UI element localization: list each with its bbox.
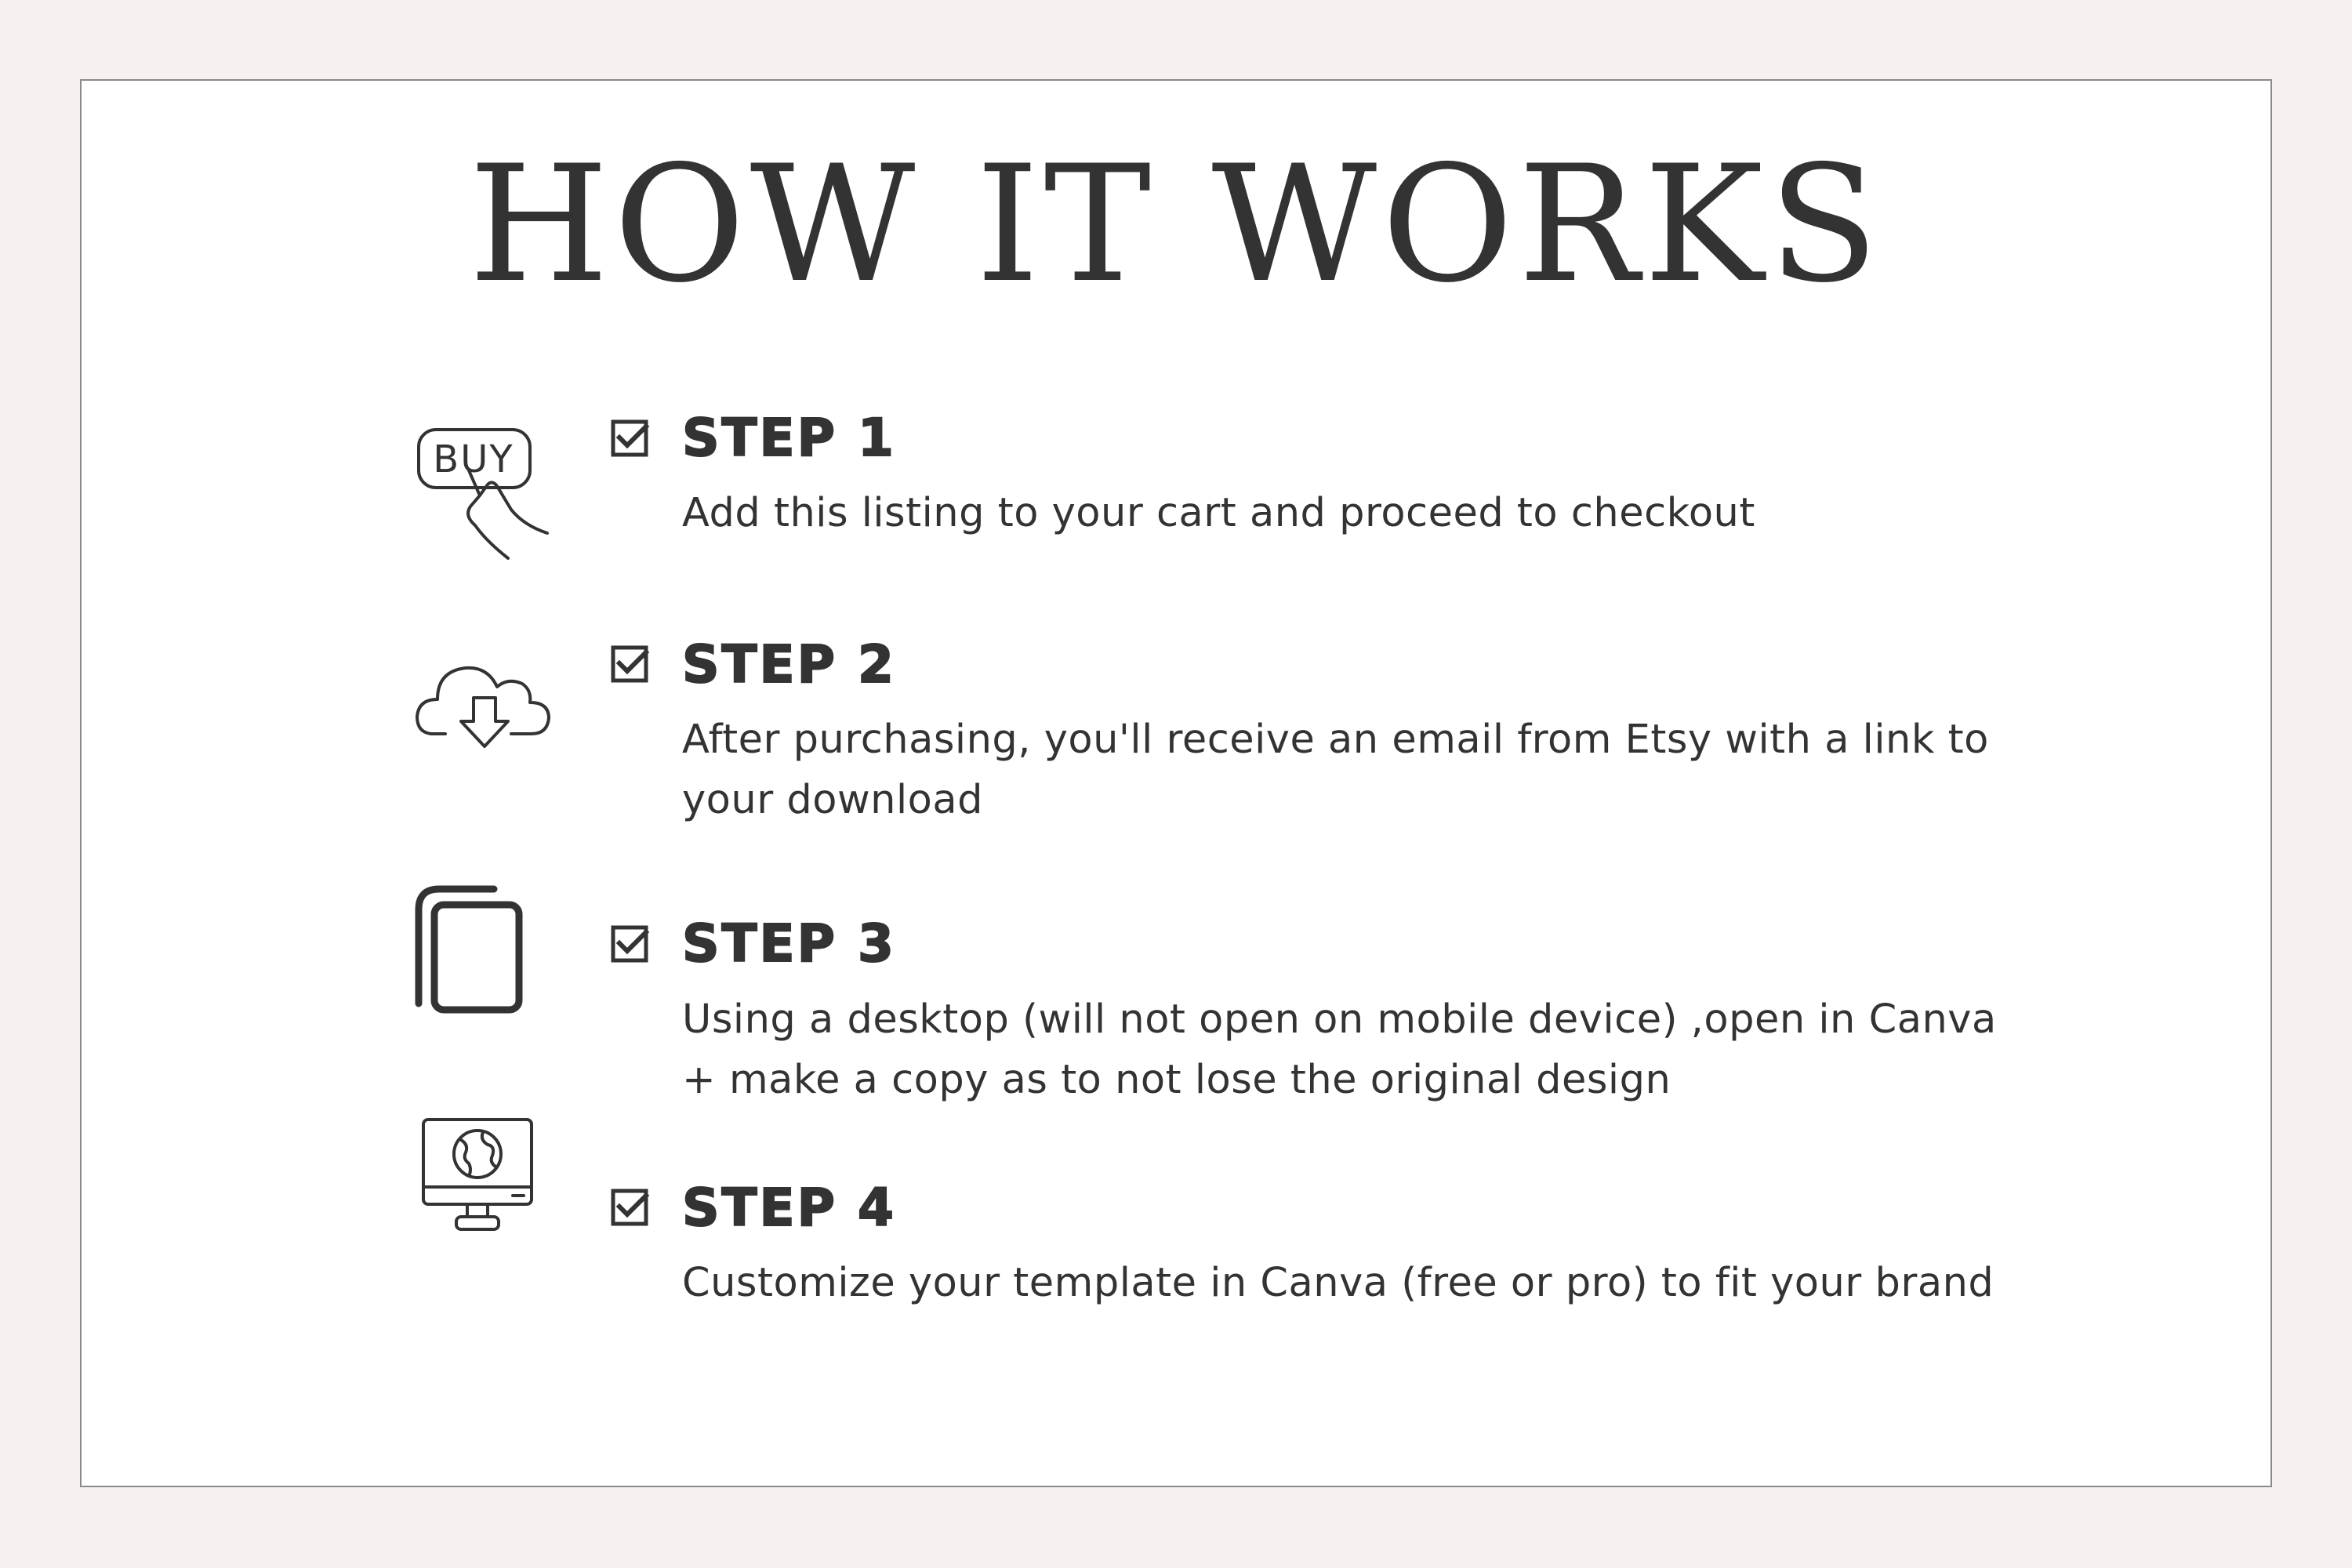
step-title: STEP 2	[682, 634, 896, 695]
copy-pages-icon	[414, 881, 532, 1014]
checkbox-icon	[610, 1188, 651, 1229]
cloud-download-icon	[414, 651, 555, 753]
checkbox-icon	[610, 644, 651, 685]
step-description: After purchasing, you'll receive an email from Etsy with a link to your download	[682, 717, 1989, 823]
step-description: Using a desktop (will not open on mobile device) ,open in Canva + make a copy as to not lose the original design	[682, 996, 1997, 1103]
buy-icon-label: BUY	[433, 437, 514, 481]
step-description: Customize your template in Canva (free or pro) to fit your brand	[682, 1260, 1994, 1306]
step-description: Add this listing to your cart and proceed to checkout	[682, 490, 1755, 536]
checkbox-icon	[610, 924, 651, 965]
desktop-globe-icon	[420, 1116, 538, 1234]
page-title: HOW IT WORKS	[468, 132, 1884, 318]
step-title: STEP 3	[682, 913, 896, 974]
step-title: STEP 1	[682, 408, 896, 468]
buy-button-hand-icon	[414, 423, 555, 564]
checkbox-icon	[610, 419, 651, 459]
step-title: STEP 4	[682, 1178, 896, 1238]
